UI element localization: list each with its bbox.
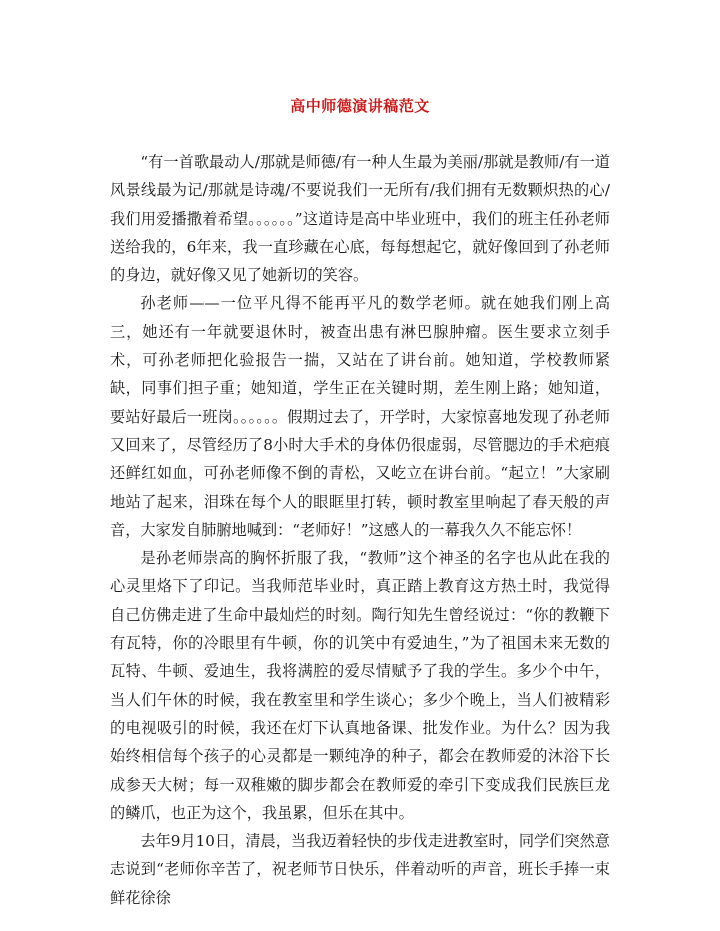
document-body — [110, 148, 610, 912]
paragraph-2: 孙老师——一位平凡得不能再平凡的数学老师。就在她我们刚上高三，她还有一年就要退休时，被查出患有淋巴腺肿瘤。医生要求立刻手术，可孙老师把化验报告一揣，又站在了讲台前。她知道，学校教师紧缺，同事们担子重；她知道，学生正在关键时期，差生刚上路；她知道，要站好最后一班岗。。。。。。假期过去了，开学时，大家惊喜地发现了孙老师又回来了，尽管经历了8小时大手术的身体仍很虚弱，尽管腮边的手术疤痕还鲜红如血，可孙老师像不倒的青松，又屹立在讲台前。“起立！”大家刷地站了起来，泪珠在每个人的眼眶里打转，顿时教室里响起了春天般的声音，大家发自肺腑地喊到：“老师好！”这感人的一幕我久久不能忘怀！ — [110, 294, 610, 539]
document-title: 高中师德演讲稿范文 — [290, 97, 430, 115]
paragraph-1: “有一首歌最动人/那就是师德/有一种人生最为美丽/那就是教师/有一道风景线最为记/那就是诗魂/不要说我们一无所有/我们拥有无数颗炽热的心/我们用爱播撒着希望。。。。。。”这道诗是高中毕业班中，我们的班主任孙老师送给我的，6年来，我一直珍藏在心底，每每想起它，就好像回到了孙老师的身边，就好像又见了她新切的笑容。 — [110, 153, 610, 285]
paragraph-3: 是孙老师崇高的胸怀折服了我，“教师”这个神圣的名字也从此在我的心灵里烙下了印记。当我师范毕业时，真正踏上教育这方热土时，我觉得自己仿佛走进了生命中最灿烂的时刻。陶行知先生曾经说过：“你的教鞭下有瓦特，你的冷眼里有牛顿，你的讥笑中有爱迪生，”为了祖国未来无数的瓦特、牛顿、爱迪生，我将满腔的爱尽情赋予了我的学生。多少个中午，当人们午休的时候，我在教室里和学生谈心；多少个晚上，当人们被精彩的电视吸引的时候，我还在灯下认真地备课、批发作业。为什么？因为我始终相信每个孩子的心灵都是一颗纯净的种子，都会在教师爱的沐浴下长成参天大树；每一双稚嫩的脚步都会在教师爱的牵引下变成我们民族巨龙的鳞爪，也正为这个，我虽累，但乐在其中。 — [110, 549, 610, 822]
paragraph-4: 去年9月10日，清晨，当我迈着轻快的步伐走进教室时，同学们突然意志说到“老师你辛苦了，祝老师节日快乐，伴着动听的声音，班长手捧一束鲜花徐徐 — [110, 832, 610, 907]
